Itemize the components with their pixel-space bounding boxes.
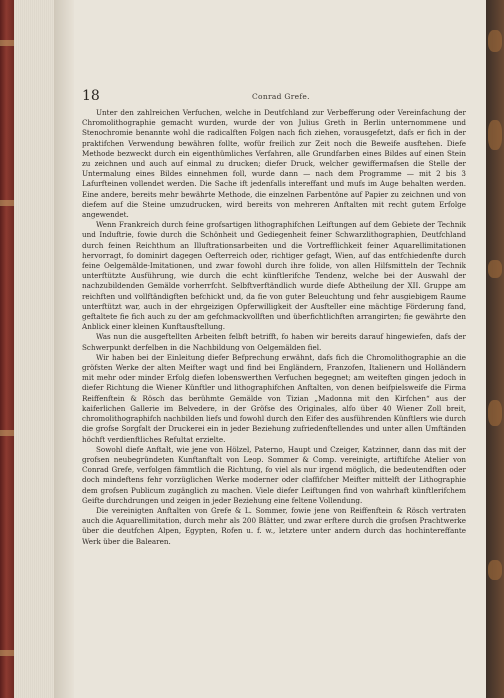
paragraph: Sowohl diefe Anftalt, wie jene von Hölzel, Paterno, Haupt und Czeiger, Katzinner, dann das mit der grofsen neubegründeten Kunftanftalt von Leop. Sommer & Comp. vereinigte, artiftifche Atelier von Conrad Grefe, verfolgen fämmtlich die Richtung, fo viel als nur irgend möglich, die bedeutendften oder doch mindeftens fehr vorzüglichen Werke moderner oder claffifcher Meifter mittelft der Lithographie dem grofsen Publicum zugänglich zu machen. Viele diefer Leiftungen find von wahrhaft künftlerifchem Geifte durchdrungen und zeigen in jeder Beziehung eine feltene Vollendung.: [82, 444, 466, 505]
binding-band: [0, 430, 14, 436]
body-text: [82, 108, 466, 698]
paragraph: Wir haben bei der Einleitung diefer Befprechung erwähnt, dafs fich die Chromolithographie an die gröfsten Werke der alten Meifter wagt und find bei Engländern, Franzofen, Italienern und Holländern mit mehr oder minder Erfolg diefen lobenswerthen Verfuchen begegnet; am weiteften gingen jedoch in diefer Richtung die Wiener Künftler und lithographifchen Anftalten, von denen beifpielsweife die Firma Reiffenftein & Rösch das berühmte Gemälde von Tizian „Madonna mit den Kirfchen“ aus der kaiferlichen Gallerie im Belvedere, in der Gröfse des Originales, alfo über 40 Wiener Zoll breit, chromolithographifch nachbilden liefs und fowohl durch den Eifer des ausführenden Künftlers wie durch die grofse Sorgfalt der Druckerei ein in jeder Beziehung zufriedenftellendes und unter allen Umftänden höchft verdienftliches Refultat erzielte.: [82, 352, 466, 444]
binding-band: [0, 650, 14, 656]
paragraph: Wenn Frankreich durch feine grofsartigen lithographifchen Leiftungen auf dem Gebiete der Technik und Induftrie, fowie durch die Schönheit und Gediegenheit feiner Schwarzlithographien, Deutfchland durch feinen Reichthum an Illuftrationsarbeiten und die Vortrefflichkeit feiner Aquarellimitationen hervorragt, fo dominirt dagegen Oefterreich oder, richtiger gefagt, Wien, auf das entfchiedenfte durch feine Oelgemälde-Imitationen, und zwar fowohl durch ihre folide, von allen Hilfsmitteln der Technik unterftützte Ausführung, wie durch die echt künftlerifche Tendenz, welche bei der Auswahl der nachzubildenden Gemälde vorherrfcht. Selbftverftändlich wurde diefe Abtheilung der XII. Gruppe am reichften und vollftändigften befchickt und, da fie von guter Beleuchtung und fehr ausgiebigem Raume unterftützt war, auch in der ehrgeizigen Opferwilligkeit der Ausfteller eine mächtige Förderung fand, geftaltete fie fich auch zu der am gefchmackvollften und überfichtlichften arrangirten; fie gewährte den Anblick einer kleinen Kunftausftellung.: [82, 220, 466, 332]
marbling-spot: [488, 560, 502, 580]
marbling-spot: [488, 30, 502, 52]
paragraph: Was nun die ausgeftellten Arbeiten felbft betrifft, fo haben wir bereits darauf hingewiefen, dafs der Schwerpunkt derfelben in die Nachbildung von Oelgemälden fiel.: [82, 332, 466, 352]
marbling-spot: [488, 120, 502, 150]
book-gutter: [54, 0, 74, 698]
right-cover-marbled: [486, 0, 504, 698]
paragraph: Unter den zahlreichen Verfuchen, welche in Deutfchland zur Verbefferung oder Vereinfachung der Chromolithographie gemacht wurden, wurde der von Julius Greth in Berlin unternommene und Stenochromie benannte wohl die radicalften Folgen nach fich ziehen, vorausgefetzt, dafs er fich in der praktifchen Verwendung bewähren follte, wofür freilich zur Zeit noch die Beweife ausftehen. Diefe Methode bezweckt durch ein eigenthümliches Verfahren, alle Grundfarben eines Bildes auf einen Stein zu zeichnen und auch auf einmal zu drucken; diefer Druck, welcher gewiffermafsen die Stelle der Untermalung eines Bildes einnehmen foll, wurde dann — nach dem Programme — mit 2 bis 3 Lafurfteinen vollendet werden. Die Sache ift jedenfalls intereffant und mufs im Auge behalten werden. Eine andere, bereits mehr bewährte Methode, die einzelnen Farbentöne auf Papier zu zeichnen und von diefem auf die Steine umzudrucken, wird bereits von mehreren Anftalten mit recht gutem Erfolge angewendet.: [82, 108, 466, 220]
binding-band: [0, 200, 14, 206]
page-edges-stack: [14, 0, 54, 698]
page-header: [82, 90, 474, 106]
running-head: Conrad Grefe.: [252, 92, 310, 101]
page-number: 18: [82, 88, 100, 104]
paragraph: Die vereinigten Anftalten von Grefe & L. Sommer, fowie jene von Reiffenftein & Rösch vertraten auch die Aquarellimitation, durch mehr als 200 Blätter, und zwar erftere durch die grofsen Prachtwerke über die deutfchen Alpen, Egypten, Rofen u. f. w., letztere unter andern durch das hochintereffante Werk über die Balearen.: [82, 505, 466, 546]
binding-band: [0, 40, 14, 46]
marbling-spot: [488, 400, 502, 426]
left-cover-binding: [0, 0, 14, 698]
marbling-spot: [488, 260, 502, 278]
